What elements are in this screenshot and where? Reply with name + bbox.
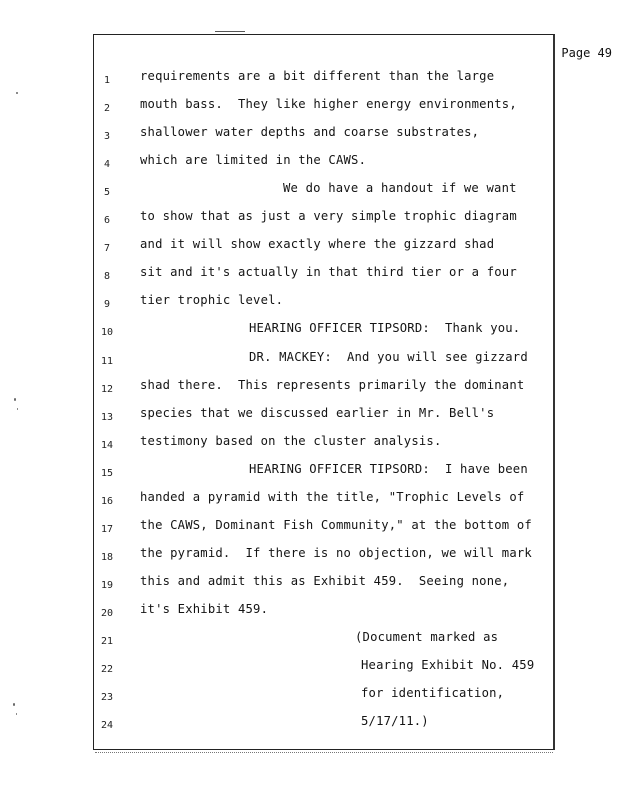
transcript-line-text: We do have a handout if we want (283, 181, 517, 196)
scan-speck (16, 713, 17, 715)
line-number: 15 (100, 467, 114, 479)
transcript-line-text: sit and it's actually in that third tier or a four (140, 265, 517, 280)
transcript-line-text: shad there. This represents primarily the dominant (140, 377, 525, 392)
line-number: 5 (103, 187, 111, 199)
transcript-line-text: HEARING OFFICER TIPSORD: I have been (249, 461, 528, 476)
transcript-line-text: DR. MACKEY: And you will see gizzard (249, 349, 528, 364)
transcript-line-text: mouth bass. They like higher energy environments, (140, 97, 517, 112)
line-number: 17 (100, 523, 114, 535)
transcript-line-text: the CAWS, Dominant Fish Community," at the bottom of (140, 517, 532, 532)
line-number: 10 (100, 327, 114, 339)
transcript-line-text: the pyramid. If there is no objection, we will mark (140, 545, 532, 560)
line-number: 19 (100, 579, 114, 591)
scan-dotted-edge (95, 752, 553, 753)
transcript-line-text: HEARING OFFICER TIPSORD: Thank you. (249, 321, 521, 336)
scan-mark-top (215, 31, 245, 32)
line-number: 2 (103, 103, 111, 115)
line-number: 16 (100, 495, 114, 507)
transcript-line-text: 5/17/11.) (361, 714, 429, 729)
line-number: 21 (100, 636, 114, 647)
transcript-line-text: shallower water depths and coarse substrates, (140, 125, 480, 140)
transcript-line-text: tier trophic level. (140, 293, 284, 308)
transcript-line-text: requirements are a bit different than the large (140, 69, 495, 83)
scan-speck (17, 408, 18, 410)
line-number: 9 (103, 299, 111, 311)
transcript-line-text: species that we discussed earlier in Mr. Bell's (140, 405, 495, 420)
line-number: 13 (100, 411, 114, 423)
line-number: 24 (100, 720, 114, 732)
transcript-line-text: for identification, (361, 686, 505, 701)
transcript-line-text: this and admit this as Exhibit 459. Seeing none, (140, 573, 510, 588)
scan-speck (13, 703, 15, 706)
line-number: 23 (100, 692, 114, 704)
line-number: 11 (100, 355, 114, 367)
line-number: 4 (103, 159, 111, 171)
transcript-line-text: Hearing Exhibit No. 459 (361, 658, 535, 673)
transcript-line-text: testimony based on the cluster analysis. (140, 433, 442, 448)
line-number: 20 (100, 607, 114, 619)
line-number: 3 (103, 131, 111, 143)
transcript-line-text: handed a pyramid with the title, "Trophic Levels of (140, 489, 525, 504)
transcript-line-text: (Document marked as (355, 630, 499, 644)
page-number: Page 49 (561, 46, 612, 60)
line-number: 6 (103, 215, 111, 227)
transcript-line-text: and it will show exactly where the gizzard shad (140, 237, 495, 252)
line-number: 22 (100, 664, 114, 676)
line-number: 7 (103, 243, 111, 255)
line-number: 8 (103, 271, 111, 283)
line-number: 1 (103, 75, 111, 86)
transcript-line-text: it's Exhibit 459. (140, 601, 269, 616)
scan-speck (16, 92, 18, 94)
line-number: 12 (100, 383, 114, 395)
line-number: 14 (100, 439, 114, 451)
transcript-line-text: which are limited in the CAWS. (140, 153, 367, 168)
transcript-line-text: to show that as just a very simple trophic diagram (140, 209, 517, 224)
line-number: 18 (100, 551, 114, 563)
scan-speck (14, 398, 16, 401)
